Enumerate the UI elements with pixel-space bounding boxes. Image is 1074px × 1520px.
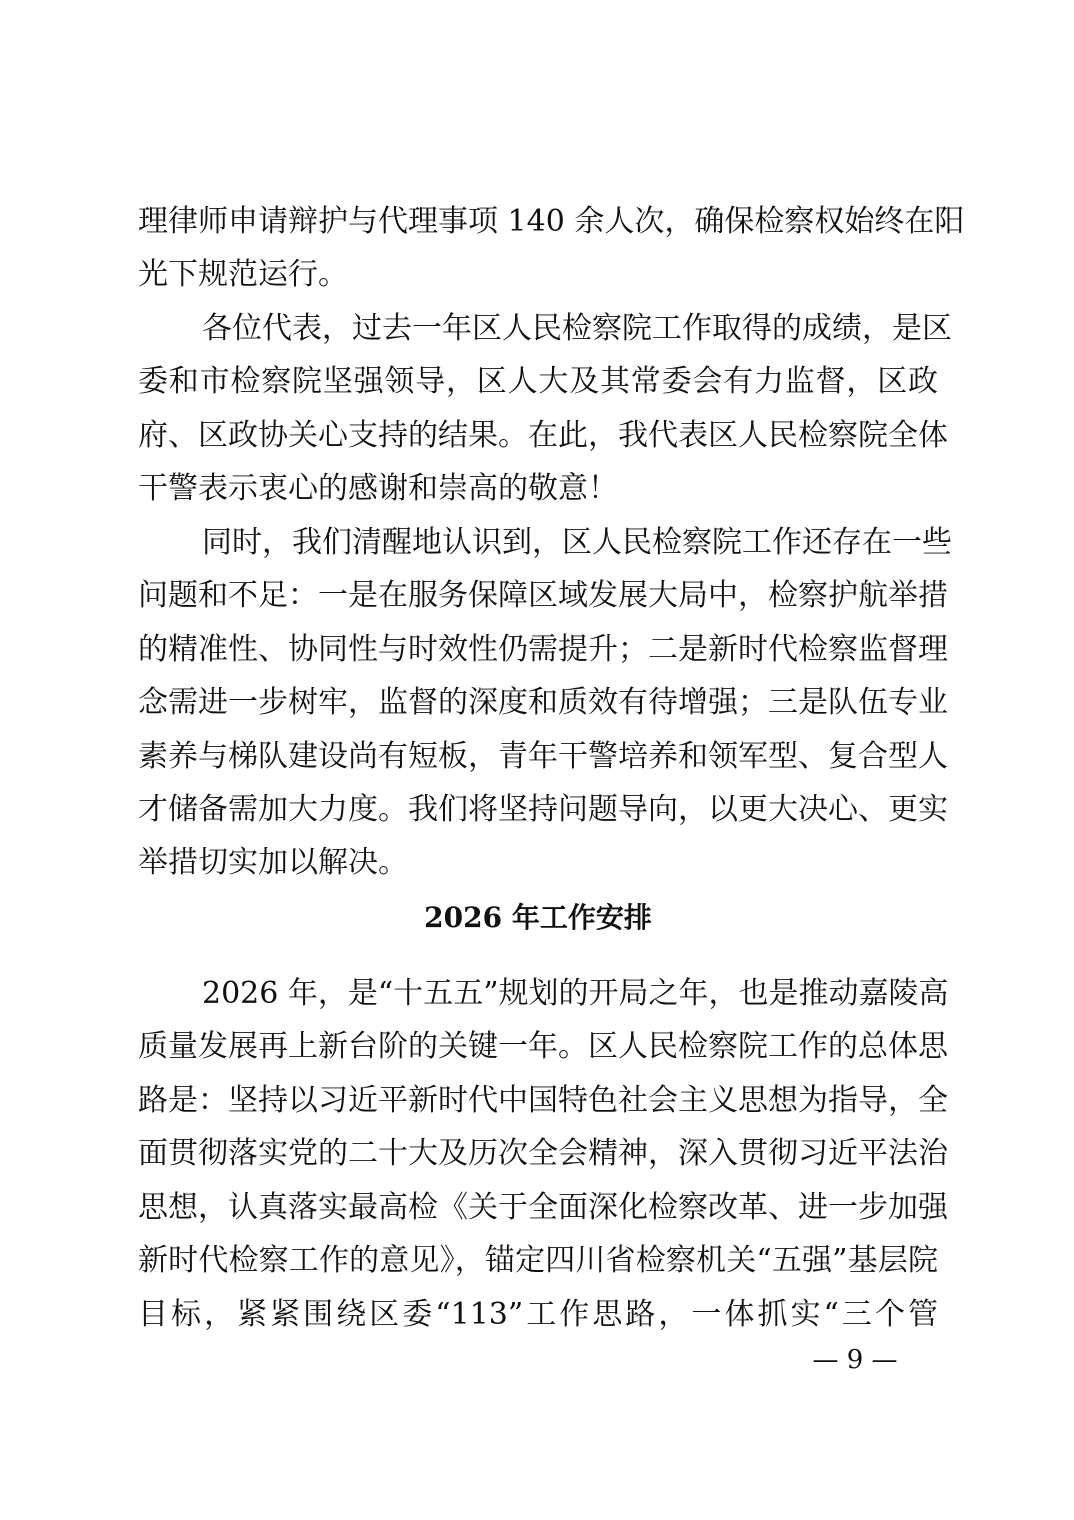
text-line: 各位代表，过去一年区人民检察院工作取得的成绩，是区	[202, 310, 952, 346]
text-line: 委和市检察院坚强领导，区人大及其常委会有力监督，区政	[138, 364, 938, 400]
text-line: 干警表示衷心的感谢和崇高的敬意！	[138, 471, 618, 507]
text-line: 路是：坚持以习近平新时代中国特色社会主义思想为指导，全	[138, 1082, 948, 1118]
text-line: 新时代检察工作的意见》，锚定四川省检察机关“五强”基层院	[138, 1243, 938, 1279]
section-heading: 2026 年工作安排	[424, 901, 652, 934]
text-line: 府、区政协关心支持的结果。在此，我代表区人民检察院全体	[138, 417, 948, 453]
text-line: 思想，认真落实最高检《关于全面深化检察改革、进一步加强	[138, 1189, 948, 1225]
text-line: 目标，紧紧围绕区委“113”工作思路，一体抓实“三个管	[138, 1296, 938, 1332]
text-line: 质量发展再上新台阶的关键一年。区人民检察院工作的总体思	[138, 1029, 948, 1065]
text-line: 理律师申请辩护与代理事项 140 余人次，确保检察权始终在阳	[138, 204, 965, 239]
text-line: 光下规范运行。	[138, 257, 348, 293]
text-line: 的精准性、协同性与时效性仍需提升；二是新时代检察监督理	[138, 631, 948, 667]
text-line: 问题和不足：一是在服务保障区域发展大局中，检察护航举措	[138, 578, 948, 614]
text-line: 同时，我们清醒地认识到，区人民检察院工作还存在一些	[202, 524, 952, 560]
text-line: 念需进一步树牢，监督的深度和质效有待增强；三是队伍专业	[138, 685, 948, 721]
text-line: 面贯彻落实党的二十大及历次全会精神，深入贯彻习近平法治	[138, 1136, 948, 1172]
text-line: 素养与梯队建设尚有短板，青年干警培养和领军型、复合型人	[138, 738, 948, 774]
text-line: 举措切实加以解决。	[138, 845, 408, 881]
text-line: 2026 年，是“十五五”规划的开局之年，也是推动嘉陵高	[202, 976, 949, 1011]
page-number: — 9 —	[812, 1345, 898, 1375]
text-line: 才储备需加大力度。我们将坚持问题导向，以更大决心、更实	[138, 791, 948, 827]
